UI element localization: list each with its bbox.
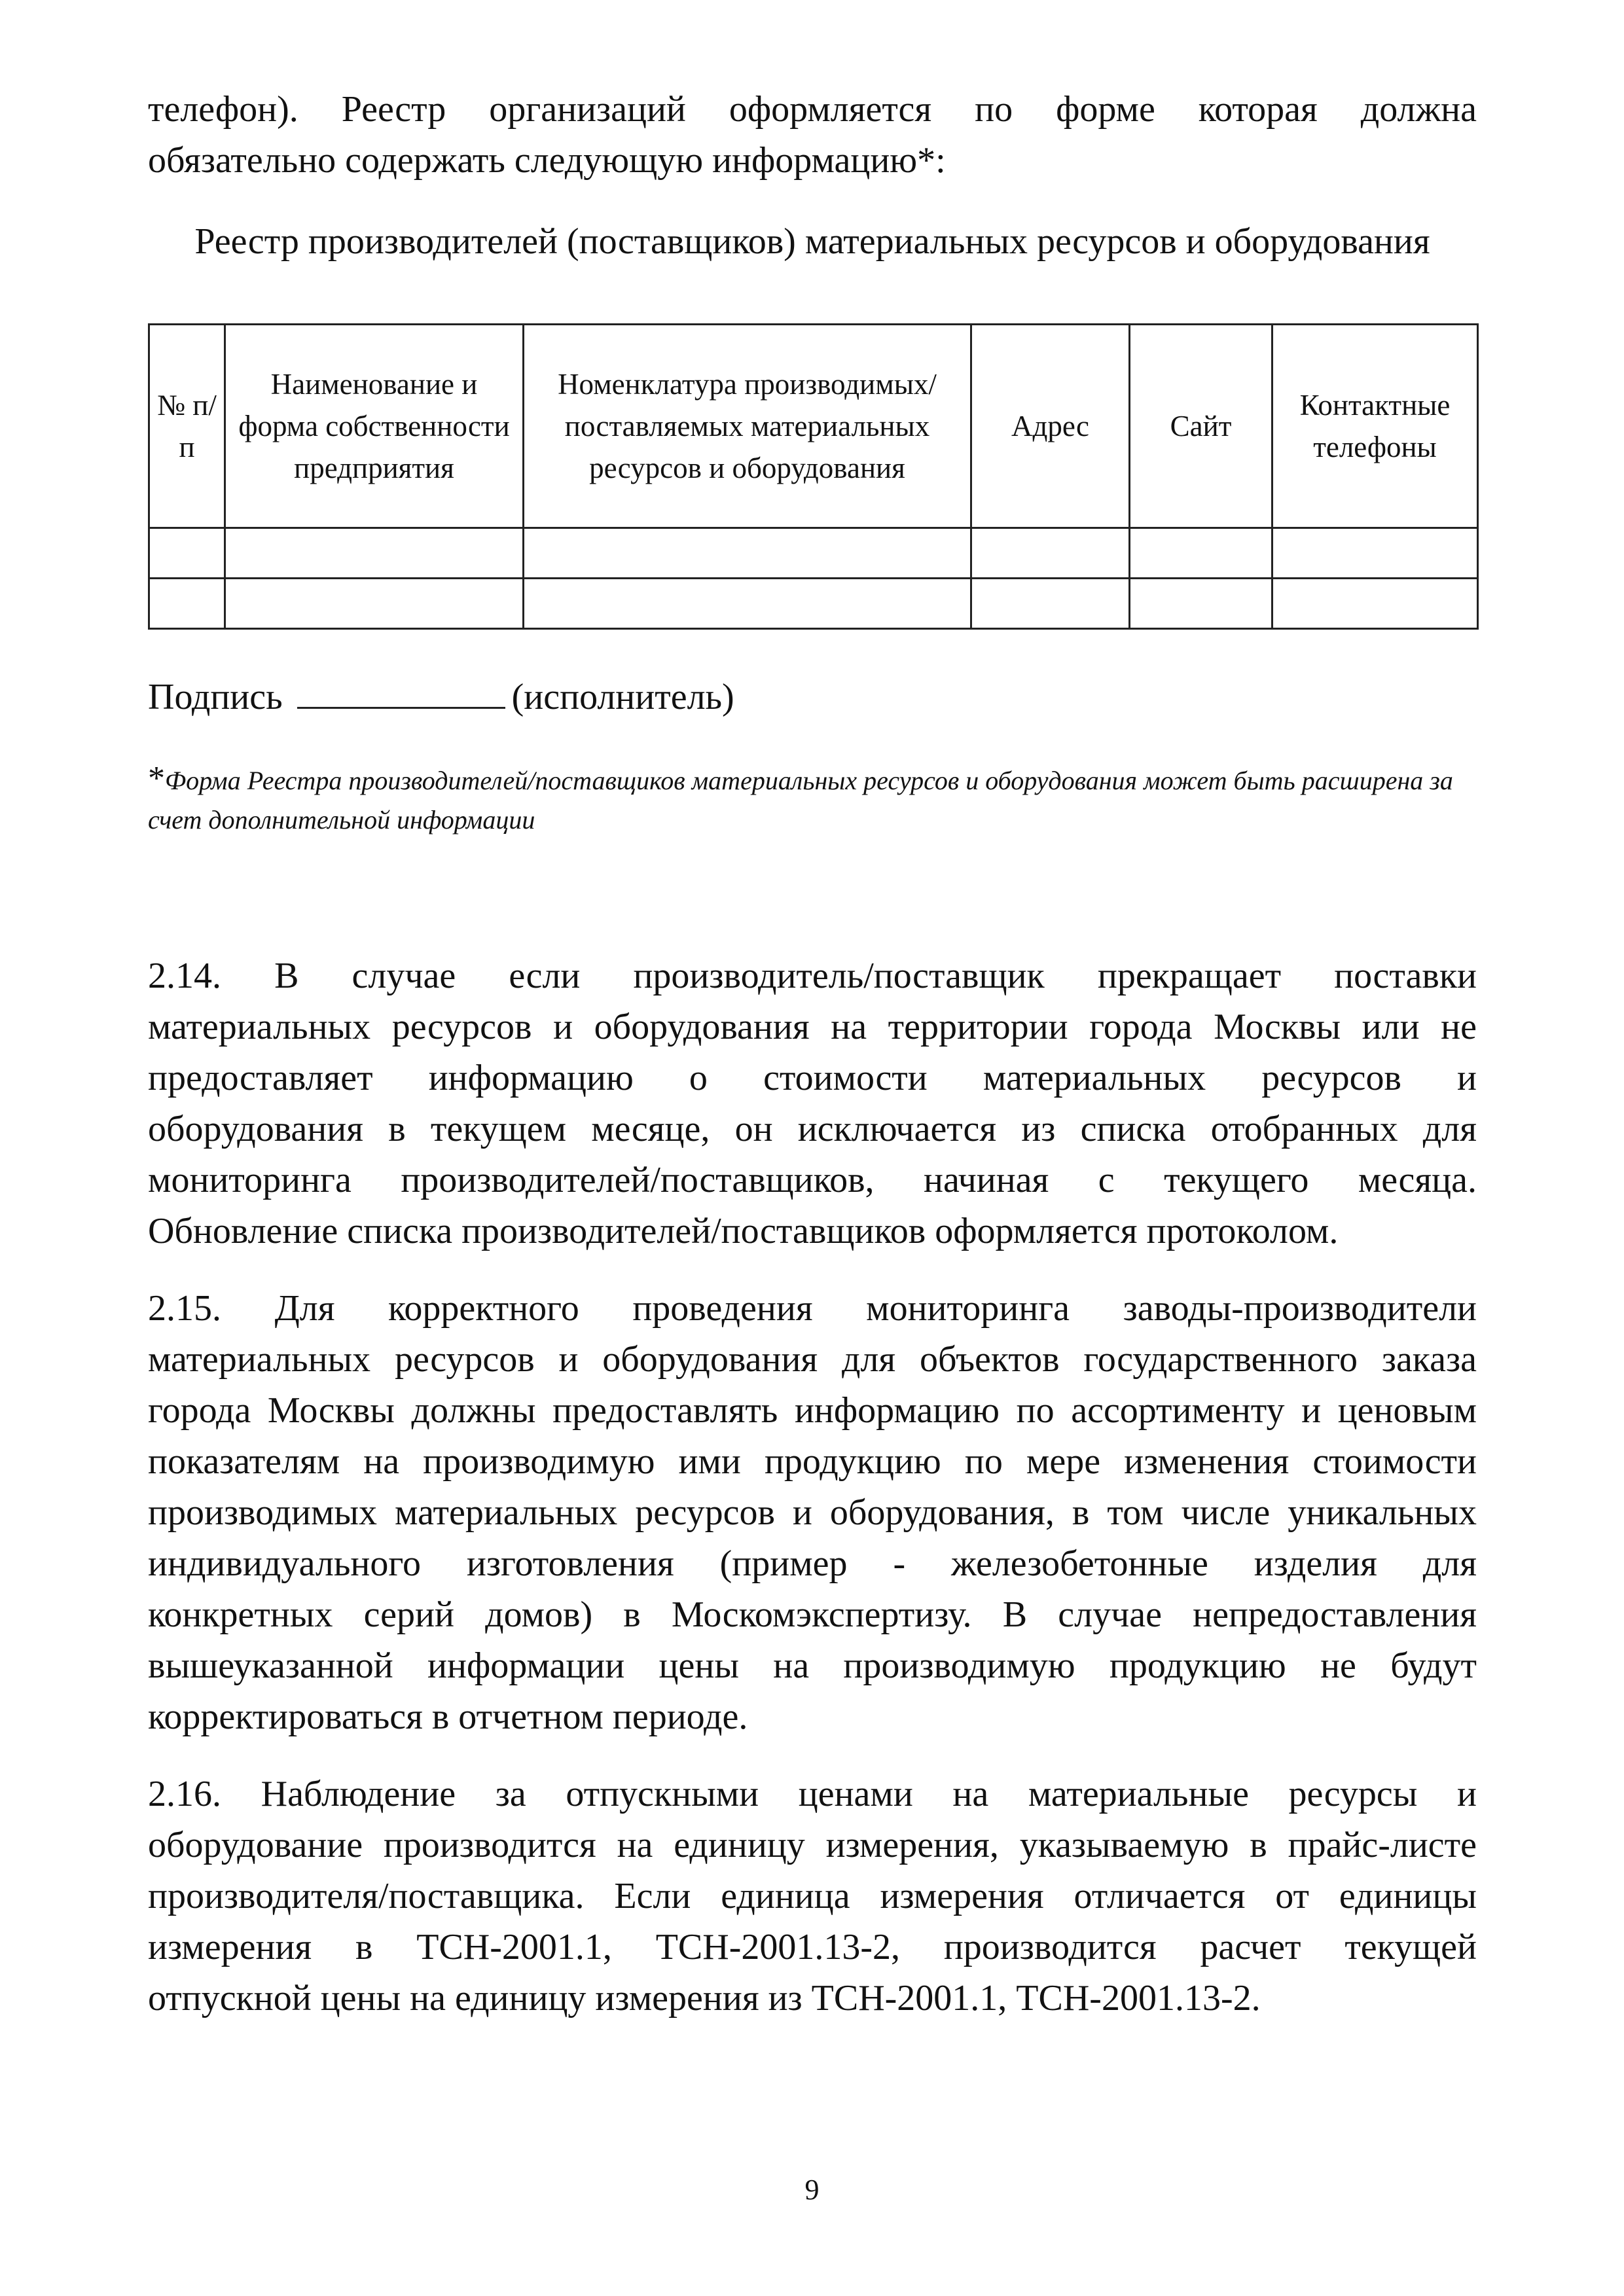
- signature-line: [148, 670, 734, 723]
- footnote-star: *: [148, 760, 165, 797]
- table-cell: [1272, 528, 1478, 579]
- column-header-address: Адрес: [971, 325, 1130, 528]
- table-cell: [1130, 528, 1272, 579]
- register-title: Реестр производителей (поставщиков) материальных ресурсов и оборудования: [194, 221, 1430, 262]
- table-cell: [524, 528, 971, 579]
- section-2-15-line-9: корректироваться в отчетном периоде.: [148, 1696, 748, 1737]
- signature-blank: [297, 670, 505, 709]
- section-2-15-line-1: 2.15. Для корректного проведения мониторинга заводы-производители: [148, 1288, 1477, 1329]
- table-cell: [1272, 579, 1478, 629]
- section-2-16-line-2: оборудование производится на единицу измерения, указываемую в прайс-листе: [148, 1825, 1477, 1865]
- table-cell: [225, 579, 524, 629]
- column-header-nomenclature: Номенклатура производимых/поставляемых материальных ресурсов и оборудования: [524, 325, 971, 528]
- page-number: 9: [804, 2174, 820, 2206]
- section-2-15-line-4: показателям на производимую ими продукцию по мере изменения стоимости: [148, 1441, 1477, 1482]
- table-cell: [1130, 579, 1272, 629]
- column-header-number: № п/п: [149, 325, 225, 528]
- section-2-15-line-2: материальных ресурсов и оборудования для объектов государственного заказа: [148, 1339, 1477, 1380]
- section-2-14-line-6: Обновление списка производителей/поставщиков оформляется протоколом.: [148, 1211, 1339, 1251]
- section-2-14-line-1: 2.14. В случае если производитель/поставщик прекращает поставки: [148, 956, 1477, 996]
- section-2-15-line-5: производимых материальных ресурсов и оборудования, в том числе уникальных: [148, 1492, 1477, 1533]
- column-header-name: Наименование и форма собственности предприятия: [225, 325, 524, 528]
- table-cell: [149, 528, 225, 579]
- column-header-phones: Контактные телефоны: [1272, 325, 1478, 528]
- section-2-16-line-4: измерения в ТСН-2001.1, ТСН-2001.13-2, производится расчет текущей: [148, 1927, 1477, 1967]
- section-2-15-line-7: конкретных серий домов) в Москомэкспертизу. В случае непредоставления: [148, 1594, 1477, 1635]
- column-header-site: Сайт: [1130, 325, 1272, 528]
- section-2-15-line-3: города Москвы должны предоставлять информацию по ассортименту и ценовым: [148, 1390, 1477, 1431]
- section-2-15-line-6: индивидуального изготовления (пример - железобетонные изделия для: [148, 1543, 1477, 1584]
- table-cell: [149, 579, 225, 629]
- intro-line-2: обязательно содержать следующую информацию*:: [148, 140, 946, 181]
- footnote-text: Форма Реестра производителей/поставщиков материальных ресурсов и оборудования может быть расширена за счет дополнительной информации: [148, 766, 1453, 834]
- table-row: [149, 528, 1478, 579]
- section-2-14-line-5: мониторинга производителей/поставщиков, начиная с текущего месяца.: [148, 1160, 1477, 1200]
- table-cell: [971, 528, 1130, 579]
- table-row: [149, 579, 1478, 629]
- section-2-14-line-3: предоставляет информацию о стоимости материальных ресурсов и: [148, 1058, 1477, 1098]
- table-cell: [524, 579, 971, 629]
- section-2-14-line-4: оборудования в текущем месяце, он исключается из списка отобранных для: [148, 1109, 1477, 1149]
- section-2-16-line-3: производителя/поставщика. Если единица измерения отличается от единицы: [148, 1876, 1477, 1916]
- table-cell: [971, 579, 1130, 629]
- footnote: [148, 759, 1477, 840]
- section-2-16-line-5: отпускной цены на единицу измерения из ТСН-2001.1, ТСН-2001.13-2.: [148, 1978, 1261, 2018]
- register-header-row: [149, 325, 1478, 528]
- signature-role: (исполнитель): [511, 677, 734, 717]
- intro-line-1: телефон). Реестр организаций оформляется по форме которая должна: [148, 89, 1477, 130]
- section-2-14-line-2: материальных ресурсов и оборудования на территории города Москвы или не: [148, 1007, 1477, 1047]
- signature-label: Подпись: [148, 677, 283, 717]
- section-2-15-line-8: вышеуказанной информации цены на производимую продукцию не будут: [148, 1645, 1477, 1686]
- register-table: [148, 323, 1479, 630]
- section-2-16-line-1: 2.16. Наблюдение за отпускными ценами на материальные ресурсы и: [148, 1774, 1477, 1814]
- table-cell: [225, 528, 524, 579]
